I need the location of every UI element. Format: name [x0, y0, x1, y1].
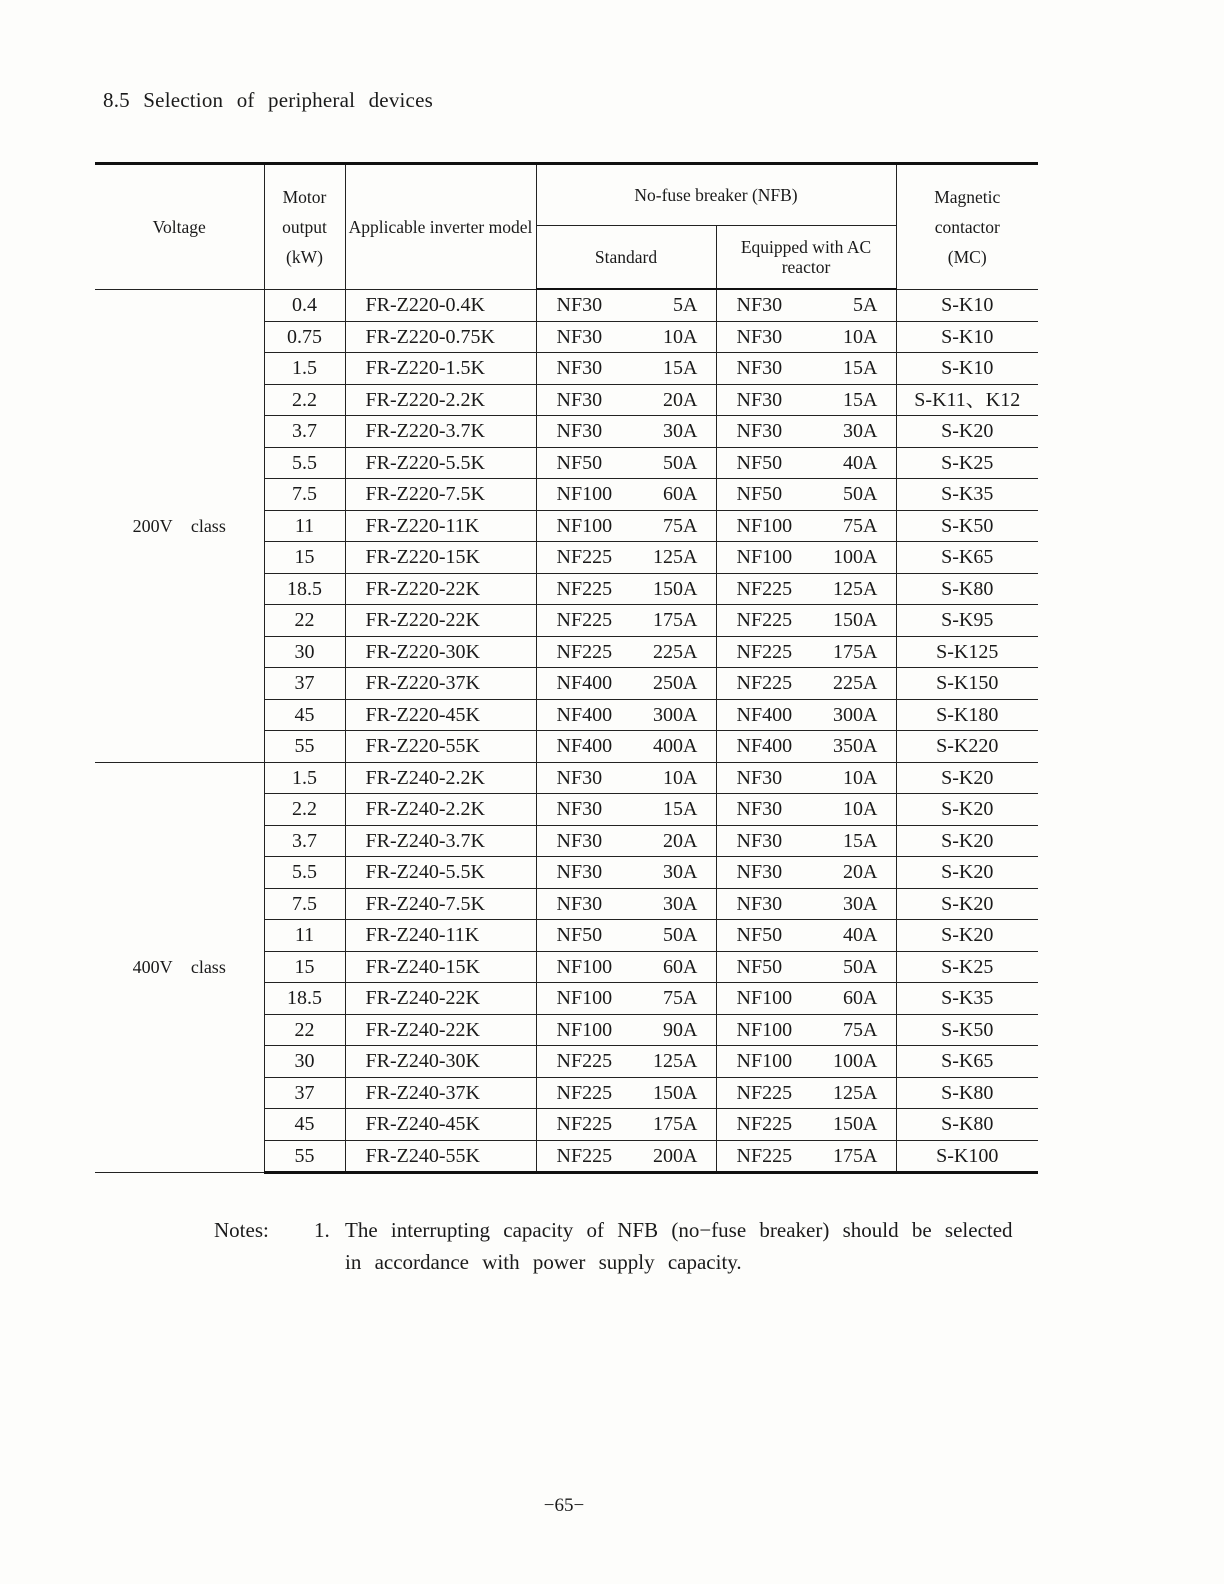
nfb-ac-reactor-rating: 175A	[833, 1144, 878, 1167]
inverter-model-cell: FR-Z240-37K	[345, 1077, 536, 1109]
motor-output-cell: 3.7	[264, 416, 345, 448]
table-row	[95, 762, 1038, 794]
table-row	[95, 289, 1038, 321]
motor-output-cell: 7.5	[264, 888, 345, 920]
inverter-model-cell: FR-Z220-0.4K	[345, 289, 536, 321]
nfb-standard-cell	[536, 731, 716, 763]
nfb-standard-type: NF30	[556, 861, 603, 884]
magnetic-contactor-cell: S-K95	[896, 605, 1038, 637]
nfb-ac-reactor-rating: 15A	[843, 829, 878, 852]
nfb-standard-type: NF225	[556, 1050, 613, 1073]
nfb-ac-reactor-type: NF50	[736, 924, 783, 947]
nfb-ac-reactor-cell	[716, 888, 896, 920]
nfb-standard-rating: 30A	[663, 420, 698, 443]
nfb-standard-rating: 15A	[663, 798, 698, 821]
magnetic-contactor-cell: S-K150	[896, 668, 1038, 700]
nfb-ac-reactor-cell	[716, 951, 896, 983]
nfb-standard-cell	[536, 888, 716, 920]
inverter-model-cell: FR-Z240-15K	[345, 951, 536, 983]
nfb-standard-type: NF225	[556, 1144, 613, 1167]
magnetic-contactor-cell: S-K20	[896, 825, 1038, 857]
nfb-ac-reactor-type: NF30	[736, 798, 783, 821]
nfb-standard-rating: 125A	[653, 546, 698, 569]
nfb-standard-rating: 50A	[663, 924, 698, 947]
motor-output-cell: 15	[264, 951, 345, 983]
nfb-ac-reactor-cell	[716, 857, 896, 889]
nfb-ac-reactor-type: NF100	[736, 546, 793, 569]
nfb-standard-rating: 250A	[653, 672, 698, 695]
voltage-class-cell	[95, 762, 264, 1173]
nfb-ac-reactor-cell	[716, 384, 896, 416]
nfb-standard-cell	[536, 920, 716, 952]
magnetic-contactor-cell: S-K20	[896, 888, 1038, 920]
nfb-standard-cell	[536, 447, 716, 479]
inverter-model-cell: FR-Z240-22K	[345, 983, 536, 1015]
magnetic-contactor-cell: S-K20	[896, 762, 1038, 794]
nfb-standard-type: NF100	[556, 483, 613, 506]
magnetic-contactor-cell: S-K10	[896, 289, 1038, 321]
voltage-class-cell	[95, 289, 264, 762]
nfb-ac-reactor-cell	[716, 1014, 896, 1046]
motor-output-cell: 3.7	[264, 825, 345, 857]
nfb-standard-cell	[536, 479, 716, 511]
header-inverter-model: Applicable inverter model	[345, 164, 536, 290]
nfb-ac-reactor-rating: 10A	[843, 325, 878, 348]
nfb-standard-rating: 10A	[663, 325, 698, 348]
nfb-standard-cell	[536, 510, 716, 542]
nfb-standard-rating: 50A	[663, 451, 698, 474]
inverter-model-cell: FR-Z220-1.5K	[345, 353, 536, 385]
magnetic-contactor-cell: S-K20	[896, 794, 1038, 826]
magnetic-contactor-cell: S-K20	[896, 857, 1038, 889]
magnetic-contactor-cell: S-K65	[896, 542, 1038, 574]
nfb-ac-reactor-rating: 5A	[853, 294, 878, 317]
motor-output-cell: 11	[264, 510, 345, 542]
nfb-standard-type: NF225	[556, 1113, 613, 1136]
nfb-standard-cell	[536, 416, 716, 448]
nfb-standard-cell	[536, 573, 716, 605]
nfb-standard-rating: 200A	[653, 1144, 698, 1167]
motor-output-cell: 7.5	[264, 479, 345, 511]
inverter-model-cell: FR-Z240-30K	[345, 1046, 536, 1078]
inverter-model-cell: FR-Z220-55K	[345, 731, 536, 763]
nfb-standard-type: NF225	[556, 640, 613, 663]
nfb-ac-reactor-type: NF100	[736, 1050, 793, 1073]
nfb-ac-reactor-type: NF225	[736, 640, 793, 663]
header-nfb: No-fuse breaker (NFB)	[536, 164, 896, 226]
header-nfb-standard: Standard	[536, 226, 716, 290]
nfb-ac-reactor-type: NF225	[736, 1081, 793, 1104]
nfb-standard-rating: 10A	[663, 766, 698, 789]
nfb-standard-cell	[536, 1077, 716, 1109]
magnetic-contactor-cell: S-K80	[896, 1077, 1038, 1109]
nfb-ac-reactor-rating: 30A	[843, 892, 878, 915]
nfb-standard-rating: 30A	[663, 861, 698, 884]
note-number: 1.	[314, 1218, 330, 1242]
nfb-ac-reactor-type: NF225	[736, 1113, 793, 1136]
nfb-standard-cell	[536, 321, 716, 353]
nfb-standard-rating: 400A	[653, 735, 698, 758]
inverter-model-cell: FR-Z220-7.5K	[345, 479, 536, 511]
nfb-ac-reactor-cell	[716, 762, 896, 794]
nfb-standard-type: NF30	[556, 420, 603, 443]
nfb-ac-reactor-cell	[716, 1046, 896, 1078]
magnetic-contactor-cell: S-K65	[896, 1046, 1038, 1078]
nfb-ac-reactor-type: NF225	[736, 1144, 793, 1167]
inverter-model-cell: FR-Z220-45K	[345, 699, 536, 731]
magnetic-contactor-cell: S-K50	[896, 510, 1038, 542]
nfb-standard-cell	[536, 699, 716, 731]
nfb-ac-reactor-rating: 40A	[843, 924, 878, 947]
nfb-ac-reactor-type: NF30	[736, 420, 783, 443]
magnetic-contactor-cell: S-K50	[896, 1014, 1038, 1046]
nfb-ac-reactor-type: NF30	[736, 861, 783, 884]
nfb-standard-cell	[536, 353, 716, 385]
nfb-ac-reactor-type: NF30	[736, 357, 783, 380]
nfb-standard-type: NF400	[556, 703, 613, 726]
nfb-standard-type: NF30	[556, 357, 603, 380]
motor-output-cell: 22	[264, 1014, 345, 1046]
inverter-model-cell: FR-Z240-55K	[345, 1140, 536, 1173]
nfb-standard-rating: 60A	[663, 955, 698, 978]
table-body	[95, 289, 1038, 1173]
nfb-ac-reactor-rating: 10A	[843, 766, 878, 789]
nfb-ac-reactor-type: NF30	[736, 829, 783, 852]
nfb-ac-reactor-rating: 40A	[843, 451, 878, 474]
nfb-standard-type: NF50	[556, 924, 603, 947]
nfb-ac-reactor-rating: 100A	[833, 1050, 878, 1073]
motor-output-cell: 15	[264, 542, 345, 574]
nfb-ac-reactor-cell	[716, 699, 896, 731]
nfb-ac-reactor-rating: 125A	[833, 577, 878, 600]
nfb-ac-reactor-cell	[716, 1109, 896, 1141]
nfb-ac-reactor-rating: 30A	[843, 420, 878, 443]
nfb-standard-type: NF225	[556, 577, 613, 600]
nfb-standard-cell	[536, 857, 716, 889]
inverter-model-cell: FR-Z240-7.5K	[345, 888, 536, 920]
nfb-standard-cell	[536, 1140, 716, 1173]
nfb-standard-rating: 150A	[653, 577, 698, 600]
nfb-ac-reactor-type: NF100	[736, 1018, 793, 1041]
nfb-standard-cell	[536, 605, 716, 637]
motor-output-cell: 18.5	[264, 983, 345, 1015]
nfb-ac-reactor-rating: 175A	[833, 640, 878, 663]
nfb-ac-reactor-rating: 100A	[833, 546, 878, 569]
nfb-standard-rating: 175A	[653, 1113, 698, 1136]
inverter-model-cell: FR-Z220-37K	[345, 668, 536, 700]
nfb-standard-rating: 175A	[653, 609, 698, 632]
header-magnetic-contactor: Magnetic contactor (MC)	[896, 164, 1038, 290]
nfb-ac-reactor-type: NF100	[736, 514, 793, 537]
nfb-standard-cell	[536, 1109, 716, 1141]
header-motor-output: Motor output (kW)	[264, 164, 345, 290]
note-item	[214, 1214, 1025, 1278]
nfb-standard-type: NF100	[556, 987, 613, 1010]
nfb-ac-reactor-cell	[716, 636, 896, 668]
page-number: −65−	[543, 1495, 585, 1516]
inverter-model-cell: FR-Z220-0.75K	[345, 321, 536, 353]
nfb-ac-reactor-rating: 75A	[843, 1018, 878, 1041]
nfb-standard-rating: 150A	[653, 1081, 698, 1104]
nfb-ac-reactor-cell	[716, 605, 896, 637]
nfb-standard-rating: 60A	[663, 483, 698, 506]
inverter-model-cell: FR-Z220-5.5K	[345, 447, 536, 479]
inverter-model-cell: FR-Z240-45K	[345, 1109, 536, 1141]
nfb-standard-type: NF400	[556, 672, 613, 695]
magnetic-contactor-cell: S-K80	[896, 573, 1038, 605]
magnetic-contactor-cell: S-K25	[896, 447, 1038, 479]
magnetic-contactor-cell: S-K10	[896, 353, 1038, 385]
inverter-model-cell: FR-Z220-15K	[345, 542, 536, 574]
magnetic-contactor-cell: S-K35	[896, 479, 1038, 511]
nfb-ac-reactor-cell	[716, 825, 896, 857]
nfb-ac-reactor-cell	[716, 447, 896, 479]
motor-output-cell: 30	[264, 636, 345, 668]
magnetic-contactor-cell: S-K100	[896, 1140, 1038, 1173]
nfb-ac-reactor-type: NF30	[736, 294, 783, 317]
inverter-model-cell: FR-Z240-5.5K	[345, 857, 536, 889]
nfb-ac-reactor-cell	[716, 1077, 896, 1109]
motor-output-cell: 1.5	[264, 762, 345, 794]
nfb-standard-type: NF30	[556, 294, 603, 317]
header-nfb-ac-reactor: Equipped with AC reactor	[716, 226, 896, 290]
nfb-ac-reactor-type: NF30	[736, 766, 783, 789]
magnetic-contactor-cell: S-K35	[896, 983, 1038, 1015]
nfb-ac-reactor-rating: 150A	[833, 1113, 878, 1136]
nfb-ac-reactor-cell	[716, 353, 896, 385]
nfb-standard-type: NF225	[556, 546, 613, 569]
nfb-standard-type: NF30	[556, 766, 603, 789]
inverter-model-cell: FR-Z220-30K	[345, 636, 536, 668]
nfb-ac-reactor-rating: 10A	[843, 798, 878, 821]
motor-output-cell: 5.5	[264, 857, 345, 889]
nfb-standard-rating: 90A	[663, 1018, 698, 1041]
motor-output-cell: 22	[264, 605, 345, 637]
nfb-ac-reactor-rating: 350A	[833, 735, 878, 758]
nfb-standard-rating: 15A	[663, 357, 698, 380]
nfb-ac-reactor-cell	[716, 479, 896, 511]
magnetic-contactor-cell: S-K20	[896, 416, 1038, 448]
motor-output-cell: 1.5	[264, 353, 345, 385]
nfb-standard-cell	[536, 668, 716, 700]
nfb-standard-rating: 20A	[663, 829, 698, 852]
nfb-ac-reactor-type: NF30	[736, 892, 783, 915]
table-header	[95, 164, 1038, 290]
motor-output-cell: 0.75	[264, 321, 345, 353]
header-voltage: Voltage	[95, 164, 264, 290]
nfb-standard-cell	[536, 1046, 716, 1078]
magnetic-contactor-cell: S-K180	[896, 699, 1038, 731]
notes-label: Notes:	[214, 1218, 269, 1242]
nfb-standard-rating: 75A	[663, 514, 698, 537]
nfb-standard-rating: 125A	[653, 1050, 698, 1073]
magnetic-contactor-cell: S-K220	[896, 731, 1038, 763]
motor-output-cell: 37	[264, 1077, 345, 1109]
nfb-ac-reactor-type: NF400	[736, 735, 793, 758]
nfb-standard-rating: 30A	[663, 892, 698, 915]
peripheral-devices-table	[95, 162, 1038, 1174]
nfb-standard-type: NF225	[556, 609, 613, 632]
nfb-ac-reactor-rating: 50A	[843, 955, 878, 978]
magnetic-contactor-cell: S-K10	[896, 321, 1038, 353]
nfb-ac-reactor-rating: 20A	[843, 861, 878, 884]
nfb-standard-cell	[536, 636, 716, 668]
inverter-model-cell: FR-Z240-22K	[345, 1014, 536, 1046]
voltage-class-label: 200V class	[132, 515, 226, 536]
nfb-ac-reactor-type: NF30	[736, 388, 783, 411]
nfb-ac-reactor-cell	[716, 416, 896, 448]
magnetic-contactor-cell: S-K11、K12	[896, 384, 1038, 416]
nfb-standard-type: NF400	[556, 735, 613, 758]
nfb-standard-rating: 75A	[663, 987, 698, 1010]
motor-output-cell: 45	[264, 1109, 345, 1141]
nfb-standard-cell	[536, 1014, 716, 1046]
inverter-model-cell: FR-Z220-11K	[345, 510, 536, 542]
nfb-ac-reactor-cell	[716, 920, 896, 952]
nfb-standard-cell	[536, 983, 716, 1015]
inverter-model-cell: FR-Z240-3.7K	[345, 825, 536, 857]
inverter-model-cell: FR-Z220-22K	[345, 573, 536, 605]
inverter-model-cell: FR-Z220-3.7K	[345, 416, 536, 448]
nfb-standard-rating: 5A	[673, 294, 698, 317]
nfb-standard-type: NF30	[556, 892, 603, 915]
nfb-standard-cell	[536, 384, 716, 416]
nfb-ac-reactor-cell	[716, 668, 896, 700]
nfb-ac-reactor-type: NF100	[736, 987, 793, 1010]
nfb-ac-reactor-cell	[716, 321, 896, 353]
inverter-model-cell: FR-Z240-2.2K	[345, 794, 536, 826]
nfb-ac-reactor-type: NF50	[736, 955, 783, 978]
motor-output-cell: 30	[264, 1046, 345, 1078]
nfb-standard-type: NF225	[556, 1081, 613, 1104]
motor-output-cell: 2.2	[264, 794, 345, 826]
nfb-standard-cell	[536, 289, 716, 321]
nfb-ac-reactor-rating: 150A	[833, 609, 878, 632]
nfb-ac-reactor-cell	[716, 573, 896, 605]
nfb-ac-reactor-cell	[716, 289, 896, 321]
nfb-ac-reactor-cell	[716, 731, 896, 763]
nfb-ac-reactor-cell	[716, 794, 896, 826]
nfb-standard-cell	[536, 762, 716, 794]
nfb-ac-reactor-rating: 75A	[843, 514, 878, 537]
nfb-ac-reactor-type: NF50	[736, 483, 783, 506]
nfb-ac-reactor-type: NF225	[736, 609, 793, 632]
nfb-standard-type: NF30	[556, 325, 603, 348]
inverter-model-cell: FR-Z240-11K	[345, 920, 536, 952]
motor-output-cell: 45	[264, 699, 345, 731]
motor-output-cell: 18.5	[264, 573, 345, 605]
inverter-model-cell: FR-Z240-2.2K	[345, 762, 536, 794]
nfb-standard-type: NF30	[556, 798, 603, 821]
nfb-ac-reactor-rating: 15A	[843, 388, 878, 411]
nfb-standard-cell	[536, 794, 716, 826]
nfb-ac-reactor-type: NF400	[736, 703, 793, 726]
nfb-ac-reactor-rating: 225A	[833, 672, 878, 695]
nfb-standard-type: NF100	[556, 514, 613, 537]
nfb-ac-reactor-cell	[716, 1140, 896, 1173]
nfb-ac-reactor-cell	[716, 510, 896, 542]
magnetic-contactor-cell: S-K20	[896, 920, 1038, 952]
nfb-ac-reactor-rating: 300A	[833, 703, 878, 726]
motor-output-cell: 55	[264, 1140, 345, 1173]
magnetic-contactor-cell: S-K125	[896, 636, 1038, 668]
nfb-standard-type: NF30	[556, 829, 603, 852]
nfb-ac-reactor-type: NF50	[736, 451, 783, 474]
section-title: 8.5 Selection of peripheral devices	[103, 88, 433, 112]
motor-output-cell: 37	[264, 668, 345, 700]
nfb-ac-reactor-rating: 125A	[833, 1081, 878, 1104]
motor-output-cell: 11	[264, 920, 345, 952]
motor-output-cell: 0.4	[264, 289, 345, 321]
nfb-standard-cell	[536, 951, 716, 983]
notes	[214, 1214, 1025, 1278]
nfb-standard-rating: 20A	[663, 388, 698, 411]
magnetic-contactor-cell: S-K80	[896, 1109, 1038, 1141]
motor-output-cell: 55	[264, 731, 345, 763]
nfb-standard-rating: 300A	[653, 703, 698, 726]
nfb-ac-reactor-cell	[716, 542, 896, 574]
nfb-ac-reactor-type: NF225	[736, 577, 793, 600]
nfb-standard-rating: 225A	[653, 640, 698, 663]
nfb-ac-reactor-rating: 50A	[843, 483, 878, 506]
note-text: The interrupting capacity of NFB (no−fuse breaker) should be selected in accordance with power supply capacity.	[345, 1218, 1013, 1274]
magnetic-contactor-cell: S-K25	[896, 951, 1038, 983]
nfb-standard-type: NF50	[556, 451, 603, 474]
nfb-ac-reactor-type: NF30	[736, 325, 783, 348]
inverter-model-cell: FR-Z220-22K	[345, 605, 536, 637]
motor-output-cell: 2.2	[264, 384, 345, 416]
nfb-standard-cell	[536, 542, 716, 574]
nfb-ac-reactor-type: NF225	[736, 672, 793, 695]
nfb-ac-reactor-rating: 15A	[843, 357, 878, 380]
nfb-standard-type: NF100	[556, 955, 613, 978]
motor-output-cell: 5.5	[264, 447, 345, 479]
inverter-model-cell: FR-Z220-2.2K	[345, 384, 536, 416]
voltage-class-label: 400V class	[132, 957, 226, 978]
nfb-ac-reactor-rating: 60A	[843, 987, 878, 1010]
nfb-standard-cell	[536, 825, 716, 857]
nfb-standard-type: NF30	[556, 388, 603, 411]
nfb-ac-reactor-cell	[716, 983, 896, 1015]
nfb-standard-type: NF100	[556, 1018, 613, 1041]
